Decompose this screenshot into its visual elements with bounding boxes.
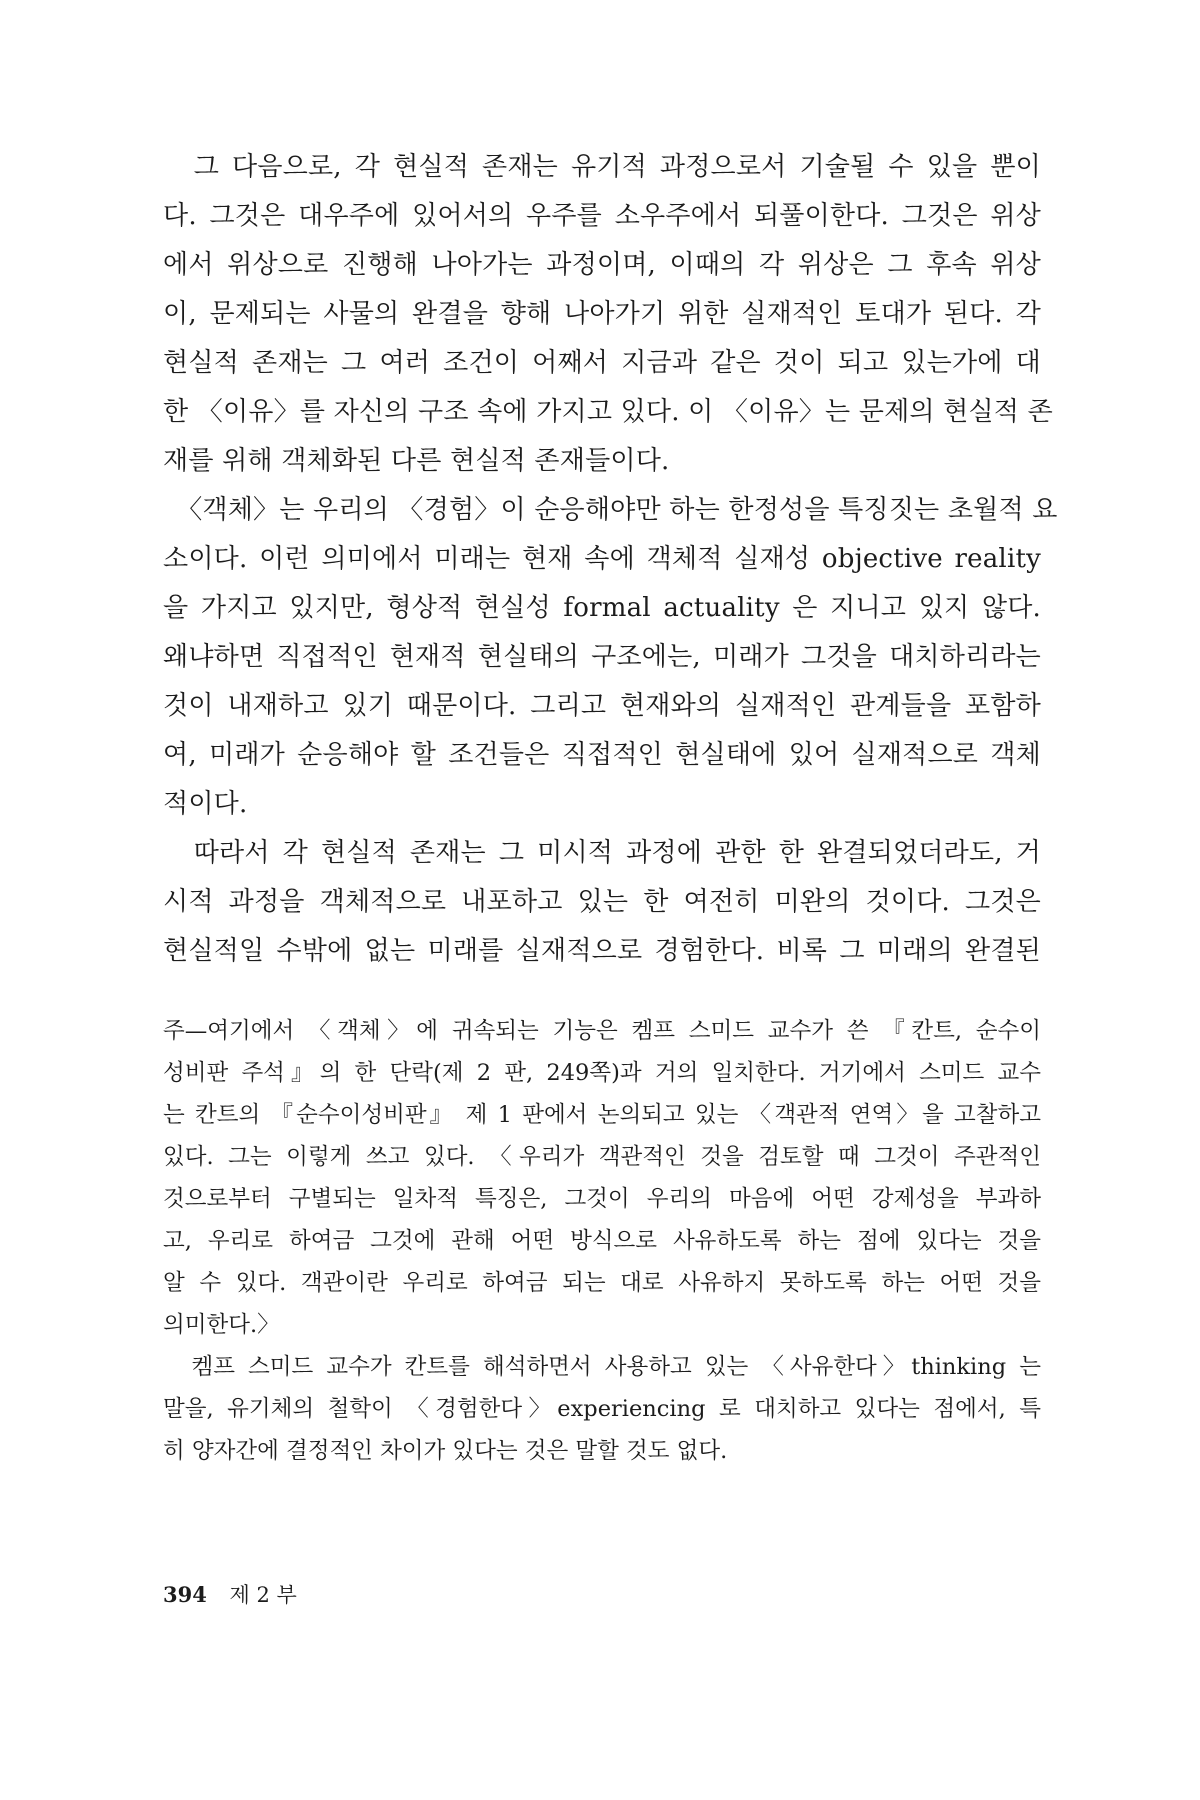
section-label: 제 2 부	[229, 1583, 297, 1607]
text-line: 왜냐하면 직접적인 현재적 현실태의 구조에는, 미래가 그것을 대치하리라는	[163, 642, 1041, 672]
footnote-block	[163, 1010, 1041, 1472]
text-line: 소이다. 이런 의미에서 미래는 현재 속에 객체적 실재성 objective reality	[163, 544, 1041, 574]
footnote-line: 히 양자간에 결정적인 차이가 있다는 것은 말할 것도 없다.	[163, 1438, 728, 1464]
text-line: 이, 문제되는 사물의 완결을 향해 나아가기 위한 실재적인 토대가 된다. 각	[163, 299, 1041, 329]
text-line: 한 〈이유〉를 자신의 구조 속에 가지고 있다. 이 〈이유〉는 문제의 현실적 존	[163, 397, 1053, 427]
footnote-line: 주—여기에서 〈객체〉에 귀속되는 기능은 켐프 스미드 교수가 쓴 『칸트, 순수이	[163, 1018, 1041, 1044]
footnote-line: 말을, 유기체의 철학이 〈경험한다〉experiencing 로 대치하고 있다는 점에서, 특	[163, 1396, 1041, 1422]
text-line: 을 가지고 있지만, 형상적 현실성 formal actuality 은 지니고 있지 않다.	[163, 593, 1041, 623]
footnote-line: 것으로부터 구별되는 일차적 특징은, 그것이 우리의 마음에 어떤 강제성을 부과하	[163, 1186, 1041, 1212]
text-line: 그 다음으로, 각 현실적 존재는 유기적 과정으로서 기술될 수 있을 뿐이	[163, 152, 1041, 182]
footnote-line: 있다. 그는 이렇게 쓰고 있다. 〈우리가 객관적인 것을 검토할 때 그것이 주관적인	[163, 1144, 1041, 1170]
text-line: 따라서 각 현실적 존재는 그 미시적 과정에 관한 한 완결되었더라도, 거	[163, 838, 1041, 868]
footnote-line: 고, 우리로 하여금 그것에 관해 어떤 방식으로 사유하도록 하는 점에 있다는 것을	[163, 1228, 1041, 1254]
main-text-block	[163, 143, 1058, 976]
footnote-line: 켐프 스미드 교수가 칸트를 해석하면서 사용하고 있는 〈사유한다〉thinking 는	[163, 1354, 1041, 1380]
text-line: 다. 그것은 대우주에 있어서의 우주를 소우주에서 되풀이한다. 그것은 위상	[163, 201, 1041, 231]
footnote-line: 성비판 주석』의 한 단락(제 2 판, 249쪽)과 거의 일치한다. 거기에서 스미드 교수	[163, 1060, 1041, 1086]
text-line: 〈객체〉는 우리의 〈경험〉이 순응해야만 하는 한정성을 특징짓는 초월적 요	[163, 495, 1058, 525]
text-line: 시적 과정을 객체적으로 내포하고 있는 한 여전히 미완의 것이다. 그것은	[163, 887, 1041, 917]
text-line: 에서 위상으로 진행해 나아가는 과정이며, 이때의 각 위상은 그 후속 위상	[163, 250, 1041, 280]
footnote-line: 알 수 있다. 객관이란 우리로 하여금 되는 대로 사유하지 못하도록 하는 어떤 것을	[163, 1270, 1041, 1296]
text-line: 현실적일 수밖에 없는 미래를 실재적으로 경험한다. 비록 그 미래의 완결된	[163, 936, 1041, 966]
text-line: 현실적 존재는 그 여러 조건이 어째서 지금과 같은 것이 되고 있는가에 대	[163, 348, 1041, 378]
footnote-line: 의미한다.〉	[163, 1312, 280, 1338]
text-line: 여, 미래가 순응해야 할 조건들은 직접적인 현실태에 있어 실재적으로 객체	[163, 740, 1041, 770]
text-line: 재를 위해 객체화된 다른 현실적 존재들이다.	[163, 446, 670, 476]
text-line: 적이다.	[163, 789, 248, 819]
page-number: 394	[163, 1582, 207, 1607]
page-footer	[163, 1580, 297, 1610]
text-line: 것이 내재하고 있기 때문이다. 그리고 현재와의 실재적인 관계들을 포함하	[163, 691, 1041, 721]
footnote-line: 는 칸트의 『순수이성비판』 제 1 판에서 논의되고 있는 〈객관적 연역〉을 고찰하고	[163, 1102, 1041, 1128]
